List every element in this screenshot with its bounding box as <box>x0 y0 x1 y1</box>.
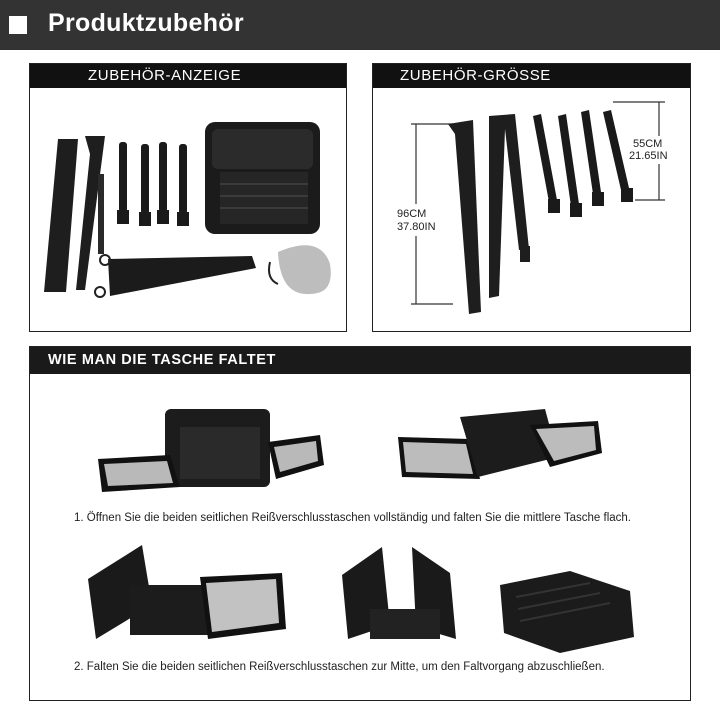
accessory-size-title: ZUBEHÖR-GRÖSSE <box>400 67 551 84</box>
page-header <box>0 0 720 50</box>
fold-photo-1a <box>98 409 324 492</box>
long-strap-cm: 96CM <box>397 208 427 220</box>
fold-photo-2c <box>500 571 634 653</box>
accessory-size-panel <box>372 63 691 332</box>
folding-title: WIE MAN DIE TASCHE FALTET <box>48 352 276 368</box>
fold-photo-1b <box>398 409 602 479</box>
folding-step-2: 2. Falten Sie die beiden seitlichen Reißverschlusstaschen zur Mitte, um den Faltvorgang abzuschließen. <box>74 661 605 673</box>
accessory-display-title: ZUBEHÖR-ANZEIGE <box>88 67 242 84</box>
folding-step-1: 1. Öffnen Sie die beiden seitlichen Reißverschlusstaschen vollständig und falten Sie die mittlere Tasche flach. <box>74 512 632 524</box>
fold-photo-2b <box>342 547 456 639</box>
short-strap-in: 21.65IN <box>629 150 668 162</box>
accessory-display-panel <box>29 63 347 332</box>
fold-photo-2a <box>88 545 286 639</box>
accessory-size-photo <box>373 64 692 333</box>
folding-panel <box>29 346 691 701</box>
page-title: Produktzubehör <box>48 9 244 37</box>
long-strap-in: 37.80IN <box>397 221 436 233</box>
square-bullet-icon <box>9 16 27 34</box>
accessory-photo <box>30 64 348 333</box>
folding-step-photos <box>30 347 692 702</box>
short-strap-cm: 55CM <box>633 138 663 150</box>
